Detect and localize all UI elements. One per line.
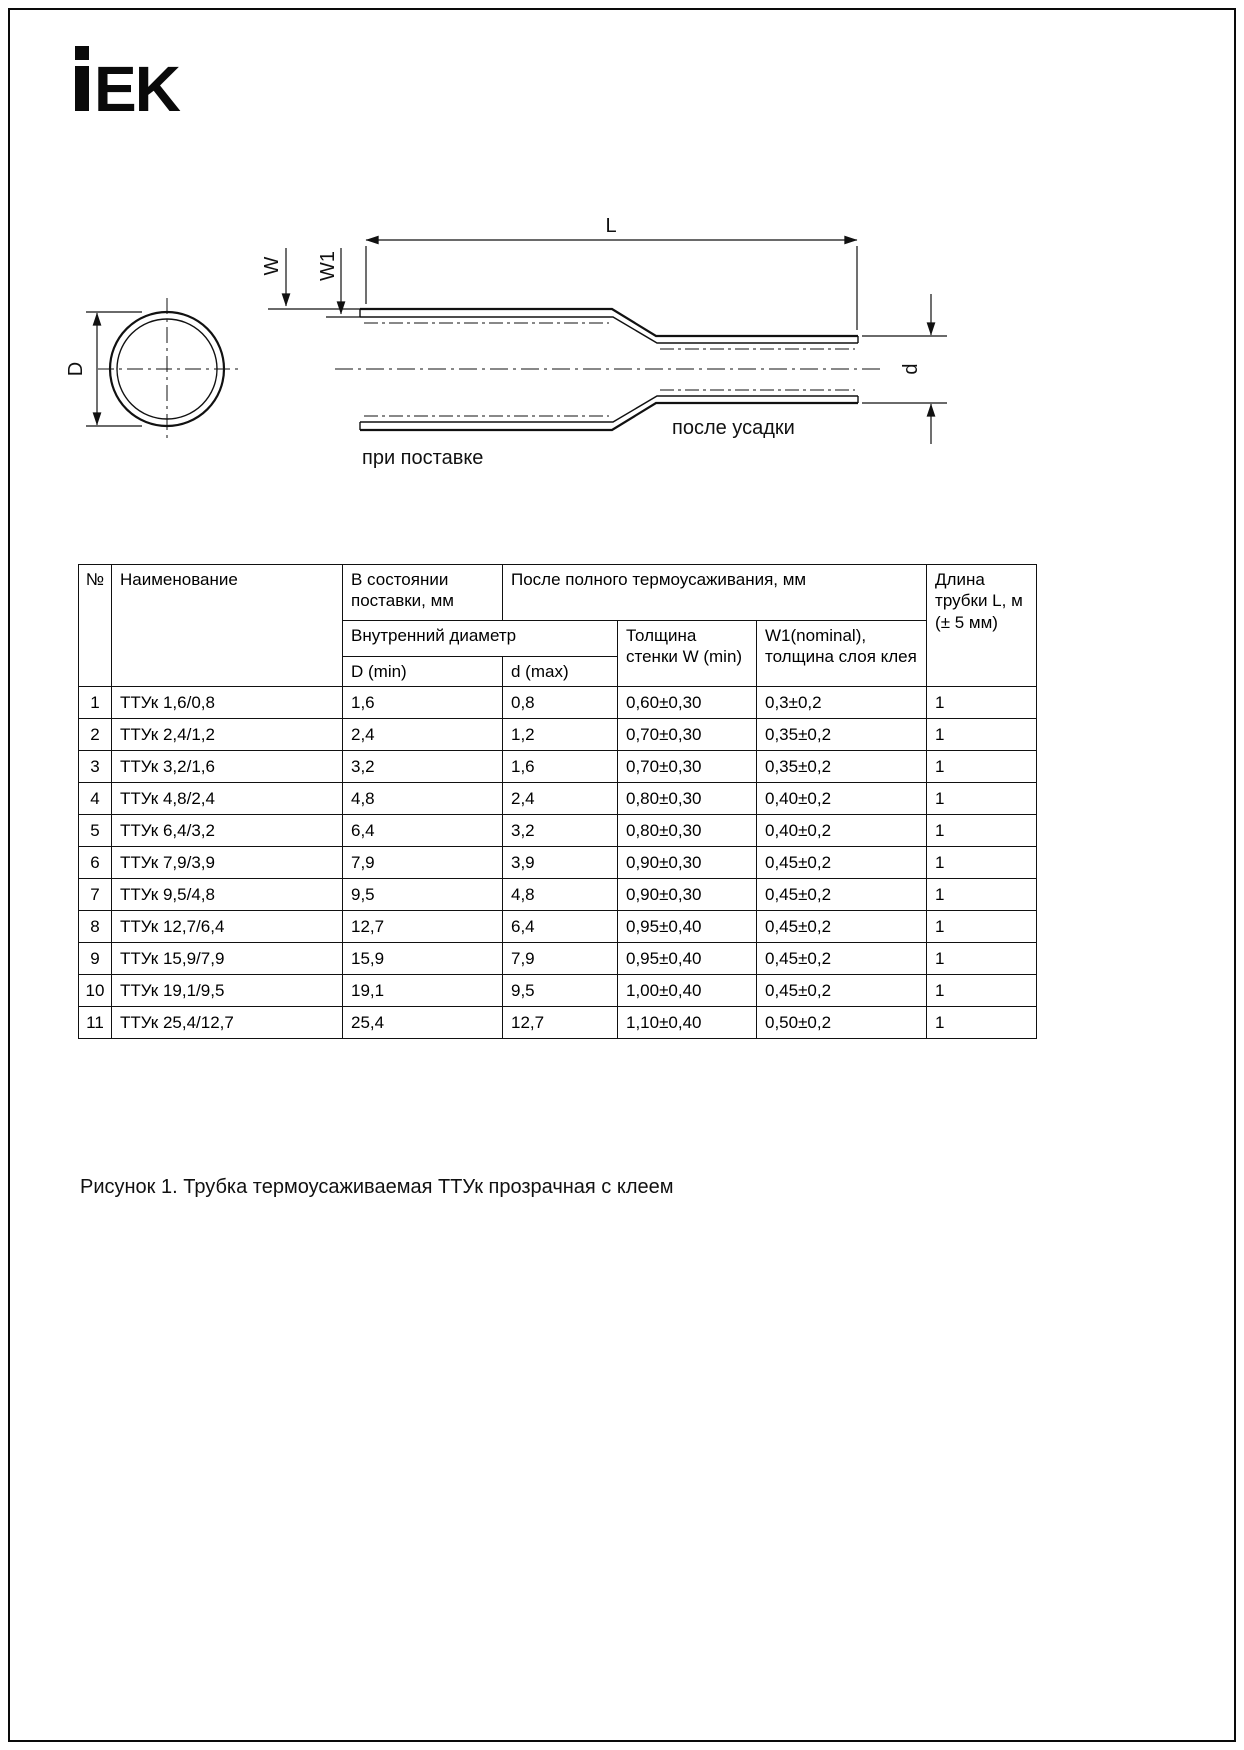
table-cell: 9,5: [343, 879, 503, 911]
table-cell: 3,9: [503, 847, 618, 879]
header-tube-length: Длина трубки L, м (± 5 мм): [927, 565, 1037, 687]
table-cell: 7: [79, 879, 112, 911]
dimension-W1: [317, 248, 360, 317]
header-d-min: D (min): [343, 657, 503, 687]
table-row: [79, 975, 1037, 1007]
table-cell: 0,35±0,2: [757, 751, 927, 783]
table-cell: 25,4: [343, 1007, 503, 1039]
table-cell: 2,4: [343, 719, 503, 751]
header-inner-diameter: Внутренний диаметр: [343, 621, 618, 657]
side-view-tube: [335, 309, 885, 430]
table-cell: 1: [927, 1007, 1037, 1039]
table-cell: 1,2: [503, 719, 618, 751]
dimension-D-label: D: [65, 361, 87, 377]
table-cell: 1: [927, 879, 1037, 911]
table-cell: ТТУк 2,4/1,2: [112, 719, 343, 751]
table-cell: 2: [79, 719, 112, 751]
table-cell: 7,9: [343, 847, 503, 879]
table-cell: 0,70±0,30: [618, 719, 757, 751]
dimension-L: [366, 215, 857, 330]
table-cell: ТТУк 12,7/6,4: [112, 911, 343, 943]
table-cell: 9,5: [503, 975, 618, 1007]
table-cell: 15,9: [343, 943, 503, 975]
table-cell: 1: [927, 911, 1037, 943]
table-cell: 1: [927, 815, 1037, 847]
table-row: [79, 783, 1037, 815]
table-body: [79, 687, 1037, 1039]
cross-section-view: [98, 298, 238, 440]
dimension-W-label: W: [261, 256, 283, 276]
table-cell: 1: [927, 687, 1037, 719]
table-cell: 0,45±0,2: [757, 975, 927, 1007]
table-cell: 0,45±0,2: [757, 879, 927, 911]
table-cell: 0,80±0,30: [618, 783, 757, 815]
table-cell: 4: [79, 783, 112, 815]
table-cell: 0,40±0,2: [757, 815, 927, 847]
table-row: [79, 687, 1037, 719]
table-cell: 0,45±0,2: [757, 911, 927, 943]
after-shrink-label: после усадки: [672, 417, 795, 439]
table-cell: 1,00±0,40: [618, 975, 757, 1007]
header-delivery-state: В состоянии поставки, мм: [343, 565, 503, 621]
table-cell: 4,8: [343, 783, 503, 815]
header-glue-thickness: W1(nominal), толщина слоя клея: [757, 621, 927, 687]
table-row: [79, 911, 1037, 943]
table-cell: 1,10±0,40: [618, 1007, 757, 1039]
table-cell: 12,7: [503, 1007, 618, 1039]
table-row: [79, 879, 1037, 911]
table-cell: 0,60±0,30: [618, 687, 757, 719]
table-cell: 0,3±0,2: [757, 687, 927, 719]
table-cell: ТТУк 15,9/7,9: [112, 943, 343, 975]
table-cell: 0,45±0,2: [757, 943, 927, 975]
table-row: [79, 751, 1037, 783]
table-cell: ТТУк 1,6/0,8: [112, 687, 343, 719]
header-wall-thickness: Толщина стенки W (min): [618, 621, 757, 687]
table-row: [79, 1007, 1037, 1039]
table-cell: 0,95±0,40: [618, 911, 757, 943]
table-cell: 12,7: [343, 911, 503, 943]
table-row: [79, 943, 1037, 975]
table-cell: 11: [79, 1007, 112, 1039]
table-cell: 19,1: [343, 975, 503, 1007]
table-cell: 4,8: [503, 879, 618, 911]
table-row: [79, 719, 1037, 751]
table-cell: 0,35±0,2: [757, 719, 927, 751]
table-cell: 7,9: [503, 943, 618, 975]
dimension-d-label: d: [900, 363, 922, 375]
table-cell: ТТУк 3,2/1,6: [112, 751, 343, 783]
header-num: №: [79, 565, 112, 687]
table-cell: 1: [927, 751, 1037, 783]
logo-letters: EK: [94, 53, 179, 116]
dimension-W1-label: W1: [317, 251, 339, 281]
table-cell: 6,4: [503, 911, 618, 943]
table-cell: 1: [927, 847, 1037, 879]
table-cell: ТТУк 6,4/3,2: [112, 815, 343, 847]
spec-table: [78, 564, 1037, 1039]
table-cell: 3,2: [503, 815, 618, 847]
table-cell: ТТУк 19,1/9,5: [112, 975, 343, 1007]
table-cell: 0,40±0,2: [757, 783, 927, 815]
table-row: [79, 847, 1037, 879]
table-row: [79, 815, 1037, 847]
table-cell: 3,2: [343, 751, 503, 783]
table-cell: 5: [79, 815, 112, 847]
table-cell: 8: [79, 911, 112, 943]
table-cell: 0,45±0,2: [757, 847, 927, 879]
table-cell: 0,90±0,30: [618, 847, 757, 879]
table-cell: 6,4: [343, 815, 503, 847]
table-cell: ТТУк 4,8/2,4: [112, 783, 343, 815]
table-cell: 0,8: [503, 687, 618, 719]
figure-caption: Рисунок 1. Трубка термоусаживаемая ТТУк прозрачная с клеем: [80, 1176, 674, 1198]
table-cell: 0,95±0,40: [618, 943, 757, 975]
table-cell: 0,80±0,30: [618, 815, 757, 847]
table-cell: 3: [79, 751, 112, 783]
dimension-L-label: L: [605, 215, 617, 237]
table-cell: 0,70±0,30: [618, 751, 757, 783]
table-cell: 1: [927, 783, 1037, 815]
table-cell: 2,4: [503, 783, 618, 815]
table-cell: ТТУк 25,4/12,7: [112, 1007, 343, 1039]
table-cell: 1: [927, 975, 1037, 1007]
table-cell: 0,50±0,2: [757, 1007, 927, 1039]
tube-technical-drawing: [0, 0, 1244, 540]
header-d-max: d (max): [503, 657, 618, 687]
table-cell: ТТУк 9,5/4,8: [112, 879, 343, 911]
table-cell: 1: [79, 687, 112, 719]
table-cell: 1,6: [503, 751, 618, 783]
table-cell: 1: [927, 943, 1037, 975]
table-cell: 10: [79, 975, 112, 1007]
table-cell: 9: [79, 943, 112, 975]
as-delivered-label: при поставке: [362, 447, 484, 469]
header-after-shrink: После полного термоусаживания, мм: [503, 565, 927, 621]
table-cell: 1,6: [343, 687, 503, 719]
table-cell: 0,90±0,30: [618, 879, 757, 911]
header-name: Наименование: [112, 565, 343, 687]
table-cell: 6: [79, 847, 112, 879]
table-cell: 1: [927, 719, 1037, 751]
table-cell: ТТУк 7,9/3,9: [112, 847, 343, 879]
dimension-W: [261, 248, 360, 309]
